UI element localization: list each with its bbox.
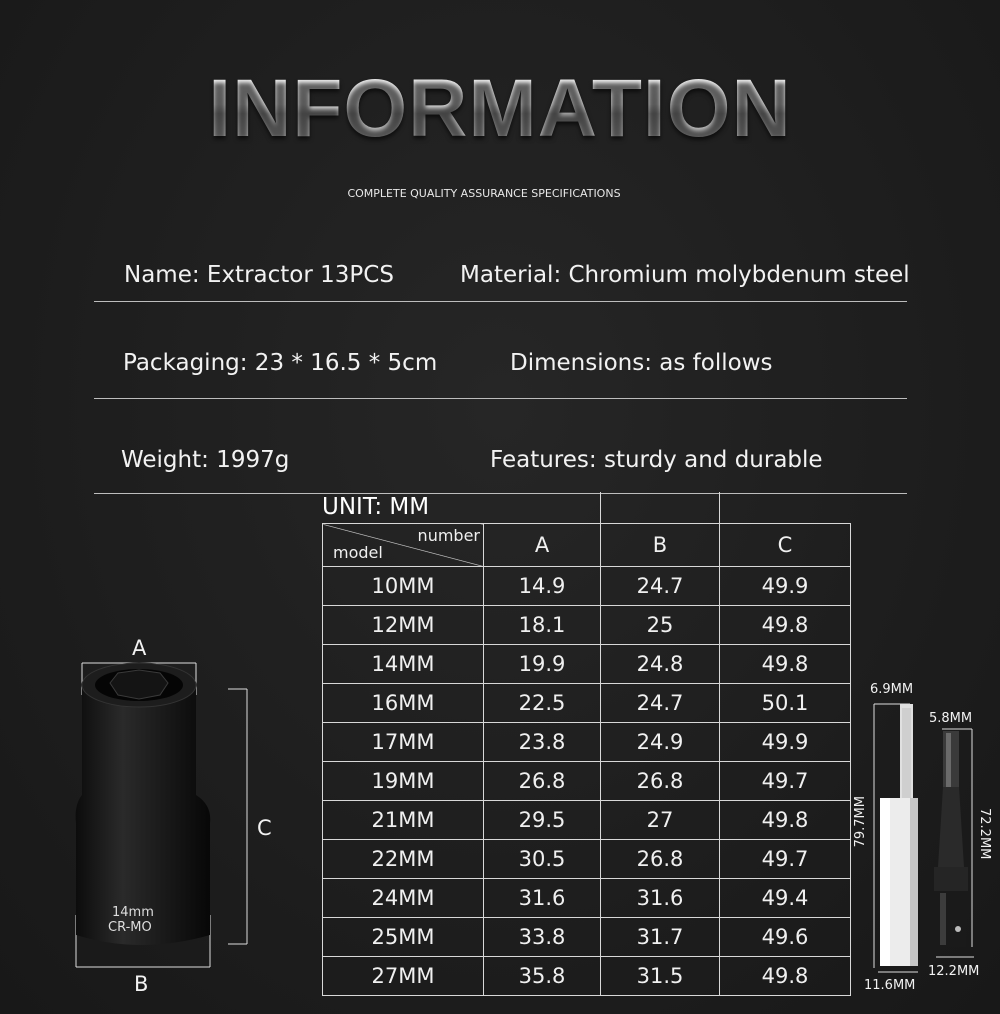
value-cell: 49.8	[720, 645, 851, 684]
model-cell: 17MM	[323, 723, 484, 762]
value-cell: 23.8	[484, 723, 601, 762]
value-cell: 22.5	[484, 684, 601, 723]
extension-bottom-width: 11.6MM	[864, 978, 916, 993]
model-cell: 25MM	[323, 918, 484, 957]
value-cell: 19.9	[484, 645, 601, 684]
corner-number-label: number	[417, 526, 480, 545]
value-cell: 49.7	[720, 840, 851, 879]
column-header-a: A	[484, 524, 601, 567]
model-cell: 19MM	[323, 762, 484, 801]
value-cell: 31.6	[484, 879, 601, 918]
value-cell: 49.9	[720, 723, 851, 762]
value-cell: 31.7	[601, 918, 720, 957]
table-row	[323, 762, 851, 801]
info-name: Name: Extractor 13PCS	[124, 262, 394, 288]
table-row	[323, 645, 851, 684]
extension-bar-illustration	[870, 698, 930, 978]
model-cell: 14MM	[323, 645, 484, 684]
value-cell: 18.1	[484, 606, 601, 645]
table-row	[323, 684, 851, 723]
adapter-bottom-width: 12.2MM	[928, 964, 980, 979]
table-corner-cell	[323, 524, 484, 567]
table-header-row	[323, 524, 851, 567]
table-row	[323, 879, 851, 918]
value-cell: 29.5	[484, 801, 601, 840]
spec-table	[322, 492, 851, 996]
info-weight: Weight: 1997g	[121, 447, 290, 473]
model-cell: 27MM	[323, 957, 484, 996]
value-cell: 26.8	[601, 762, 720, 801]
value-cell: 24.8	[601, 645, 720, 684]
value-cell: 31.5	[601, 957, 720, 996]
value-cell: 49.7	[720, 762, 851, 801]
table-row	[323, 918, 851, 957]
value-cell: 24.9	[601, 723, 720, 762]
adapter-top-width: 5.8MM	[929, 711, 973, 726]
info-packaging: Packaging: 23 * 16.5 * 5cm	[123, 350, 438, 376]
model-cell: 22MM	[323, 840, 484, 879]
value-cell: 35.8	[484, 957, 601, 996]
value-cell: 49.8	[720, 801, 851, 840]
value-cell: 49.9	[720, 567, 851, 606]
page-title: INFORMATION	[0, 62, 1000, 156]
value-cell: 50.1	[720, 684, 851, 723]
table-row	[323, 567, 851, 606]
value-cell: 31.6	[601, 879, 720, 918]
value-cell: 25	[601, 606, 720, 645]
info-dimensions: Dimensions: as follows	[510, 350, 773, 376]
table-row	[323, 606, 851, 645]
value-cell: 30.5	[484, 840, 601, 879]
value-cell: 49.6	[720, 918, 851, 957]
model-cell: 24MM	[323, 879, 484, 918]
value-cell: 26.8	[601, 840, 720, 879]
extension-length: 79.7MM	[853, 796, 868, 848]
socket-label-b: B	[134, 972, 149, 996]
unit-label: UNIT: MM	[322, 494, 430, 520]
adapter-length: 72.2MM	[977, 808, 992, 860]
value-cell: 49.8	[720, 606, 851, 645]
column-header-b: B	[601, 524, 720, 567]
socket-adapter-illustration	[926, 727, 986, 963]
info-features: Features: sturdy and durable	[490, 447, 823, 473]
table-row	[323, 801, 851, 840]
corner-model-label: model	[333, 543, 383, 562]
socket-label-c: C	[257, 816, 272, 840]
socket-illustration	[60, 655, 260, 975]
column-header-c: C	[720, 524, 851, 567]
value-cell: 33.8	[484, 918, 601, 957]
model-cell: 10MM	[323, 567, 484, 606]
value-cell: 49.8	[720, 957, 851, 996]
table-row	[323, 840, 851, 879]
socket-engraving-size: 14mm	[112, 905, 154, 920]
model-cell: 12MM	[323, 606, 484, 645]
socket-engraving-material: CR-MO	[108, 920, 152, 935]
table-row	[323, 723, 851, 762]
info-material: Material: Chromium molybdenum steel	[460, 262, 910, 288]
value-cell: 24.7	[601, 567, 720, 606]
value-cell: 49.4	[720, 879, 851, 918]
extension-top-width: 6.9MM	[870, 682, 914, 697]
value-cell: 14.9	[484, 567, 601, 606]
value-cell: 27	[601, 801, 720, 840]
socket-label-a: A	[132, 636, 147, 660]
value-cell: 24.7	[601, 684, 720, 723]
page-subtitle: COMPLETE QUALITY ASSURANCE SPECIFICATIONS	[347, 187, 621, 200]
model-cell: 16MM	[323, 684, 484, 723]
divider	[94, 301, 907, 302]
divider	[94, 398, 907, 399]
value-cell: 26.8	[484, 762, 601, 801]
table-row	[323, 957, 851, 996]
model-cell: 21MM	[323, 801, 484, 840]
